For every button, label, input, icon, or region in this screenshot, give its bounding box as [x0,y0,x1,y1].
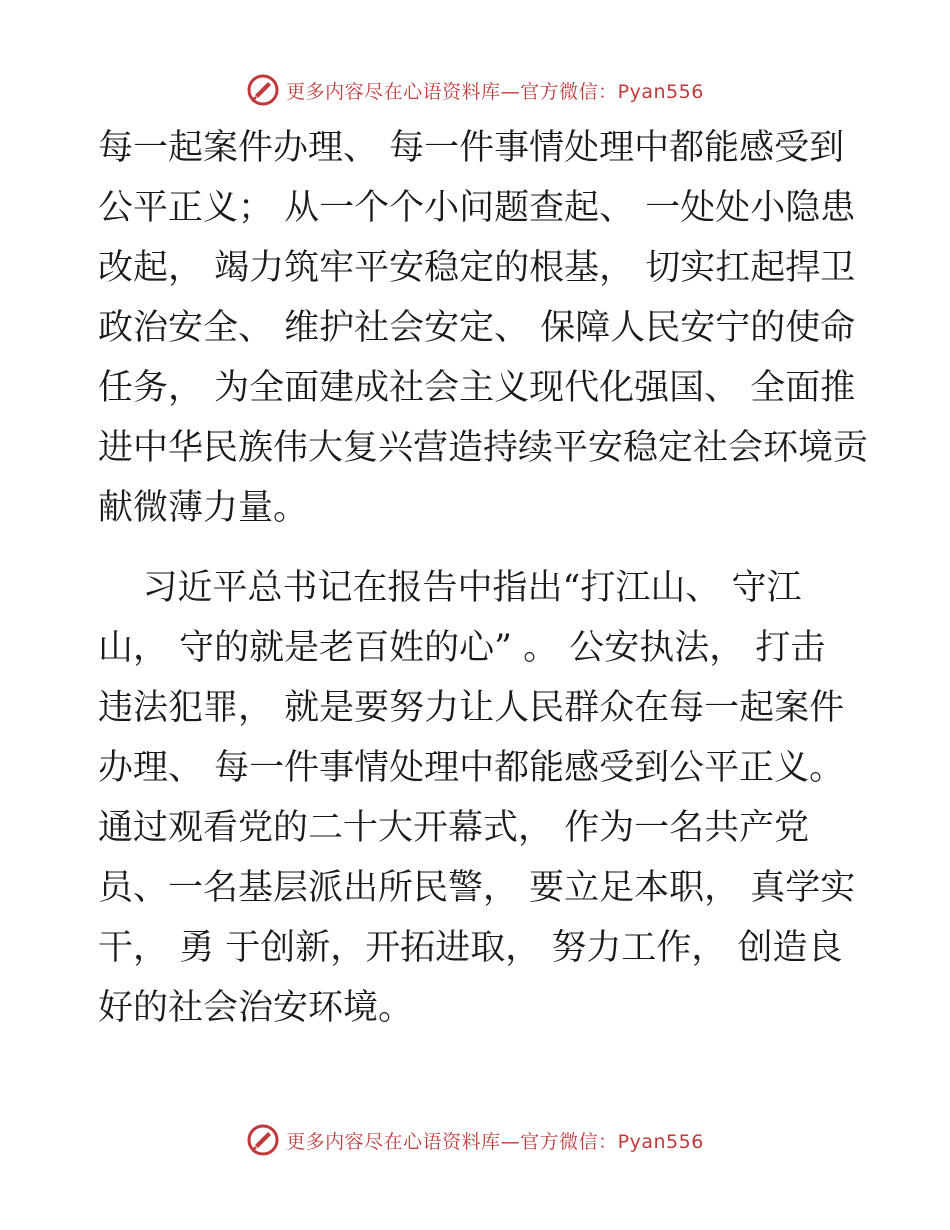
header-banner-text: 更多内容尽在心语资料库—官方微信：Pyan556 [286,80,704,103]
text-line: 习近平总书记在报告中指出“打江山、 守江 [98,568,802,608]
paragraph-spacer [98,538,850,558]
text-line: 每一起案件办理、 每一件事情处理中都能感受到 [98,128,845,168]
text-line: 政治安全、 维护社会安定、 保障人民安宁的使命 [98,308,856,348]
header-banner [0,70,950,110]
text-line: 通过观看党的二十大开幕式， 作为一名共产党 [98,808,810,848]
document-body [98,118,869,1038]
paragraph-2 [98,558,856,1038]
text-line: 公平正义； 从一个个小问题查起、 一处处小隐患 [98,188,856,228]
text-line: 干， 勇 于创新，开拓进取， 努力工作， 创造良 [98,928,843,968]
logo-icon [246,1123,280,1157]
logo-icon [246,73,280,107]
footer-banner [0,1120,950,1160]
text-line: 违法犯罪， 就是要努力让人民群众在每一起案件 [98,688,845,728]
text-line: 任务， 为全面建成社会主义现代化强国、 全面推 [98,368,856,408]
text-line: 员、一名基层派出所民警， 要立足本职， 真学实 [98,868,856,908]
text-line: 改起， 竭力筑牢平安稳定的根基， 切实扛起捍卫 [98,248,856,288]
text-line: 山， 守的就是老百姓的心” 。 公安执法， 打击 [98,628,826,668]
text-line: 好的社会治安环境。 [98,988,414,1028]
footer-banner-text: 更多内容尽在心语资料库—官方微信：Pyan556 [286,1130,704,1153]
text-line: 进中华民族伟大复兴营造持续平安稳定社会环境贡 [98,428,869,468]
text-line: 献微薄力量。 [98,488,309,528]
paragraph-1 [98,118,869,538]
text-line: 办理、 每一件事情处理中都能感受到公平正义。 [98,748,845,788]
